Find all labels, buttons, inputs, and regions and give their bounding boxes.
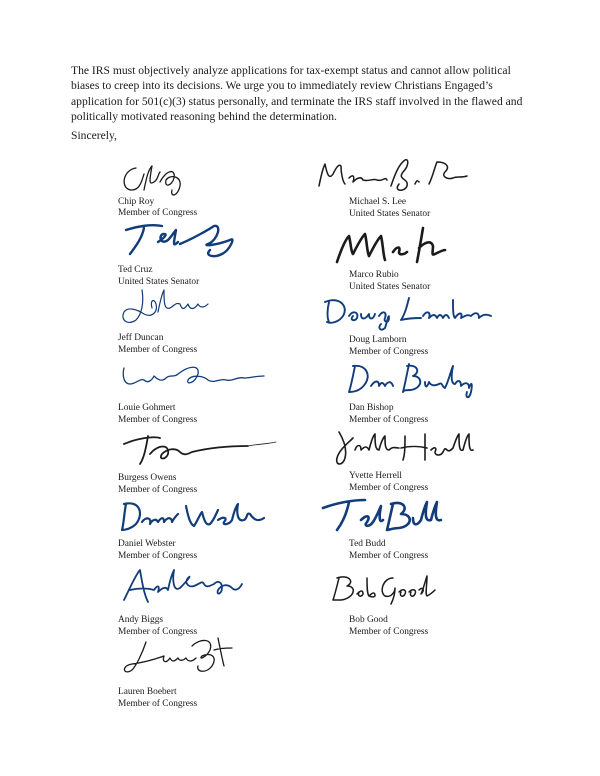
signer-title: Member of Congress — [118, 627, 198, 637]
signer-name: Louie Gohmert — [118, 403, 176, 413]
signer-title: Member of Congress — [349, 347, 429, 357]
signer-title: Member of Congress — [349, 415, 429, 425]
signer-name: Ted Budd — [349, 539, 386, 549]
signature-michael-s-lee — [349, 156, 489, 196]
signer-title: United States Senator — [349, 209, 431, 219]
signature-ted-cruz — [118, 220, 248, 260]
signer-title: Member of Congress — [118, 699, 198, 709]
signature-doug-lamborn — [349, 292, 499, 332]
signer-name: Lauren Boebert — [118, 687, 177, 697]
signer-title: United States Senator — [118, 277, 200, 287]
signer-title: Member of Congress — [118, 208, 198, 218]
letter-closing: Sincerely, — [71, 129, 117, 142]
signer-name: Burgess Owens — [118, 473, 177, 483]
letter-body-paragraph: The IRS must objectively analyze applications for tax-exempt status and cannot allow political biases to creep into its decisions. We urge you to immediately review Christians Engaged’s application for 501(c)(3) status personally, and terminate the IRS staff involved in the flawed and politically motivated reasoning behind the determination. — [71, 64, 523, 123]
signature-daniel-webster — [118, 498, 268, 536]
signature-burgess-owens — [118, 430, 278, 466]
signature-lauren-boebert — [118, 636, 238, 684]
signer-title: Member of Congress — [118, 415, 198, 425]
signer-name: Chip Roy — [118, 197, 155, 207]
signature-chip-roy — [118, 160, 208, 200]
signature-andy-biggs — [118, 566, 248, 610]
signature-bob-good — [349, 572, 449, 608]
signer-title: Member of Congress — [349, 627, 429, 637]
signer-name: Daniel Webster — [118, 539, 176, 549]
signer-name: Jeff Duncan — [118, 333, 164, 343]
signer-name: Ted Cruz — [118, 265, 153, 275]
signature-ted-budd — [349, 498, 489, 538]
signer-title: Member of Congress — [349, 483, 429, 493]
signer-name: Andy Biggs — [118, 615, 164, 625]
signer-name: Michael S. Lee — [349, 197, 407, 207]
signer-name: Bob Good — [349, 615, 388, 625]
signature-yvette-herrell — [349, 428, 489, 470]
signature-marco-rubio — [349, 224, 459, 268]
signer-name: Yvette Herrell — [349, 471, 402, 481]
signer-title: Member of Congress — [118, 485, 198, 495]
signature-jeff-duncan — [118, 288, 218, 328]
signer-title: Member of Congress — [118, 551, 198, 561]
signer-name: Doug Lamborn — [349, 335, 407, 345]
signer-title: Member of Congress — [118, 345, 198, 355]
signer-title: United States Senator — [349, 282, 431, 292]
signer-name: Dan Bishop — [349, 403, 394, 413]
signature-louie-gohmert — [118, 362, 268, 396]
signature-dan-bishop — [349, 360, 479, 402]
signer-title: Member of Congress — [349, 551, 429, 561]
signer-name: Marco Rubio — [349, 270, 399, 280]
